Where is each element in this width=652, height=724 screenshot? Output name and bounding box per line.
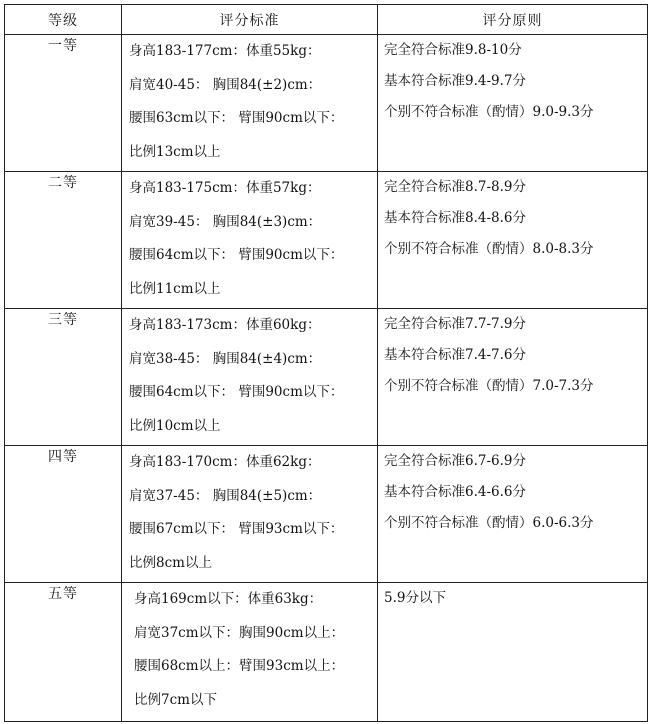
grade-cell: 四等: [5, 446, 122, 583]
criteria-line: 身高169cm以下：体重63kg：: [134, 591, 323, 607]
table-row: [5, 583, 648, 722]
table-row: [5, 35, 648, 172]
table-row: [5, 172, 648, 309]
grade-cell: 一等: [5, 35, 122, 172]
criteria-line: 肩宽40-45： 胸围84(±2)cm：: [129, 76, 322, 93]
table-row: [5, 309, 648, 446]
criteria-line: 腰围63cm以下： 臂围90cm以下：: [129, 110, 344, 126]
header-criteria: 评分标准: [122, 5, 378, 35]
criteria-line: 比例13cm以上: [129, 143, 221, 160]
principle-cell: [378, 172, 648, 309]
criteria-line: 肩宽39-45： 胸围84(±3)cm：: [129, 213, 322, 230]
grade-cell: 二等: [5, 172, 122, 309]
header-grade: 等级: [5, 5, 122, 35]
criteria-line: 身高183-170cm：体重62kg：: [129, 454, 321, 470]
principle-cell: [378, 446, 648, 583]
principle-line: 完全符合标准8.7-8.9分: [384, 179, 527, 195]
principle-line: 完全符合标准7.7-7.9分: [384, 316, 527, 332]
principle-line: 完全符合标准9.8-10分: [384, 42, 522, 58]
criteria-line: 比例8cm以上: [129, 554, 212, 571]
principle-line: 个别不符合标准（酌情）7.0-7.3分: [384, 378, 594, 394]
criteria-line: 腰围68cm以上：臂围93cm以上：: [134, 658, 345, 674]
criteria-line: 身高183-175cm：体重57kg：: [129, 180, 321, 196]
criteria-line: 腰围64cm以下： 臂围90cm以下：: [129, 384, 344, 400]
principle-line: 个别不符合标准（酌情）8.0-8.3分: [384, 241, 594, 257]
criteria-line: 身高183-173cm：体重60kg：: [129, 317, 321, 333]
criteria-line: 身高183-177cm：体重55kg：: [129, 43, 321, 59]
criteria-cell: [122, 309, 378, 446]
criteria-cell: [122, 172, 378, 309]
principle-line: 完全符合标准6.7-6.9分: [384, 453, 527, 469]
header-principle: 评分原则: [378, 5, 648, 35]
criteria-line: 比例10cm以上: [129, 417, 221, 434]
table-header-row: [5, 5, 648, 35]
criteria-line: 比例7cm以下: [134, 691, 217, 708]
criteria-cell: [122, 446, 378, 583]
criteria-line: 肩宽38-45： 胸围84(±4)cm：: [129, 350, 322, 367]
criteria-cell: [122, 35, 378, 172]
grade-cell: 五等: [5, 583, 122, 722]
principle-line: 基本符合标准9.4-9.7分: [384, 73, 527, 89]
criteria-line: 腰围64cm以下： 臂围90cm以下：: [129, 247, 344, 263]
grading-table: [4, 4, 648, 722]
criteria-line: 肩宽37-45： 胸围84(±5)cm：: [129, 487, 322, 504]
table-row: [5, 446, 648, 583]
principle-line: 个别不符合标准（酌情）9.0-9.3分: [384, 104, 594, 120]
principle-line: 5.9分以下: [384, 590, 446, 606]
principle-line: 基本符合标准6.4-6.6分: [384, 484, 527, 500]
criteria-line: 比例11cm以上: [129, 280, 221, 297]
principle-line: 个别不符合标准（酌情）6.0-6.3分: [384, 515, 594, 531]
principle-line: 基本符合标准8.4-8.6分: [384, 210, 527, 226]
principle-line: 基本符合标准7.4-7.6分: [384, 347, 527, 363]
criteria-line: 肩宽37cm以下：胸围90cm以上：: [134, 624, 345, 641]
criteria-cell: [122, 583, 378, 722]
grade-cell: 三等: [5, 309, 122, 446]
principle-cell: [378, 35, 648, 172]
principle-cell: [378, 583, 648, 722]
principle-cell: [378, 309, 648, 446]
criteria-line: 腰围67cm以下： 臂围93cm以下：: [129, 521, 344, 537]
